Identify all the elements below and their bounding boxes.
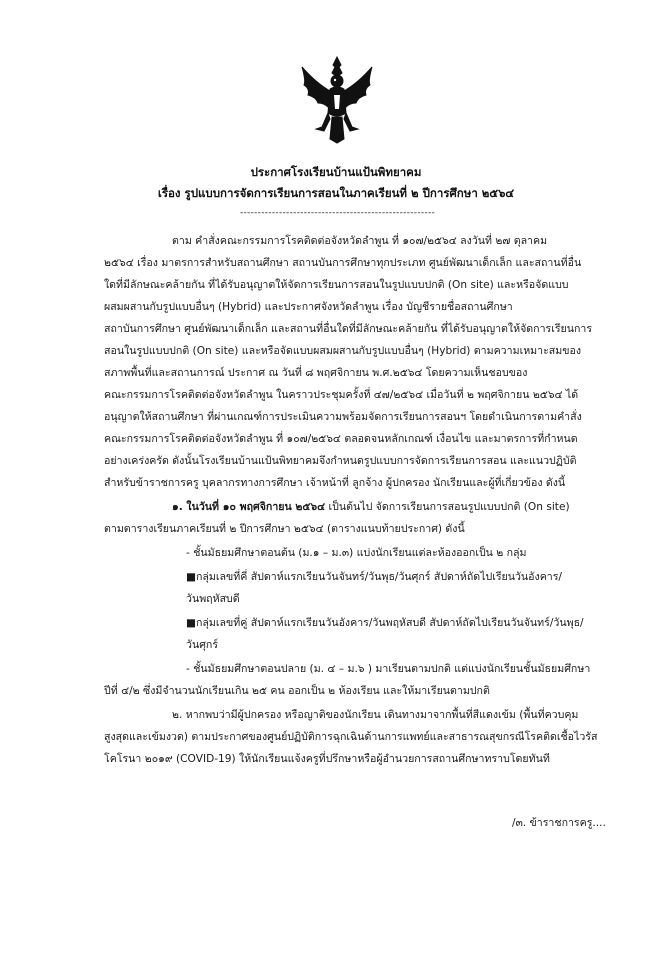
body-line: สถาบันการศึกษา ศูนย์พัฒนาเด็กเล็ก และสถานที่อื่นใดที่มีลักษณะคล้ายกัน ที่ได้รับอนุญาตให้จัดการเรียนการ	[104, 323, 593, 335]
even-group-line-2: วันศุกร์	[186, 639, 219, 651]
upper-secondary-item-2: ปีที่ ๔/๒ ซึ่งมีจำนวนนักเรียนเกิน ๒๕ คน ออกเป็น ๒ ห้องเรียน และให้มาเรียนตามปกติ	[104, 685, 490, 697]
body-line: คณะกรรมการโรคติดต่อจังหวัดลำพูน ที่ ๑๐๗/๒๕๖๔ ตลอดจนหลักเกณฑ์ เงื่อนไข และมาตรการที่กำหนด	[104, 433, 578, 445]
item-1-text: เป็นต้นไป จัดการเรียนการสอนรูปแบบปกติ (On site)	[325, 501, 570, 513]
body-line: อย่างเคร่งครัด ดังนั้นโรงเรียนบ้านแป้นพิทยาคมจึงกำหนดรูปแบบการจัดการเรียนการสอน และแนวปฏิบัติ	[104, 455, 577, 467]
item-2-line: ๒. หากพบว่ามีผู้ปกครอง หรือญาติของนักเรียน เดินทางมาจากพื้นที่สีแดงเข้ม (พื้นที่ควบคุม	[172, 709, 579, 721]
body-line: สอนในรูปแบบปกติ (On site) และหรือจัดแบบผสมผสานกับรูปแบบอื่นๆ (Hybrid) ตามความเหมาะสมของ	[104, 345, 582, 357]
item-1-date: ๑. ในวันที่ ๑๐ พฤศจิกายน ๒๕๖๔	[172, 501, 326, 513]
document-title: ประกาศโรงเรียนบ้านแป้นพิทยาคม	[250, 165, 422, 179]
continued-note: /๓. ข้าราชการครู....	[512, 817, 606, 829]
body-line: คณะกรรมการโรคติดต่อจังหวัดลำพูน ในคราวประชุมครั้งที่ ๔๗/๒๕๖๔ เมื่อวันที่ ๒ พฤศจิกายน ๒๕๖๔ ได้	[104, 389, 579, 401]
body-line: อนุญาตให้สถานศึกษา ที่ผ่านเกณฑ์การประเมินความพร้อมจัดการเรียนการสอนฯ โดยดำเนินการตามคำสั่ง	[104, 411, 582, 423]
odd-group-line-2: วันพฤหัสบดี	[186, 593, 240, 605]
odd-group-line: ■กลุ่มเลขที่คี่ สัปดาห์แรกเรียนวันจันทร์/วันพุธ/วันศุกร์ สัปดาห์ถัดไปเรียนวันอังคาร/	[186, 571, 562, 583]
document-subject: เรื่อง รูปแบบการจัดการเรียนการสอนในภาคเรียนที่ ๒ ปีการศึกษา ๒๕๖๔	[157, 186, 515, 200]
body-line: ๒๕๖๔ เรื่อง มาตรการสำหรับสถานศึกษา สถานบันการศึกษาทุกประเภท ศูนย์พัฒนาเด็กเล็ก และสถานที่อื่น	[104, 257, 582, 269]
lower-secondary-item: - ชั้นมัธยมศึกษาตอนต้น (ม.๑ – ม.๓) แบ่งนักเรียนแต่ละห้องออกเป็น ๒ กลุ่ม	[186, 547, 527, 559]
body-line: ผสมผสานกับรูปแบบอื่นๆ (Hybrid) และประกาศจังหวัดลำพูน เรื่อง บัญชีรายชื่อสถานศึกษา	[104, 301, 513, 313]
garuda-emblem-icon	[296, 55, 378, 145]
body-line: สำหรับข้าราชการครู บุคลากรทางการศึกษา เจ้าหน้าที่ ลูกจ้าง ผู้ปกครอง นักเรียนและผู้ที่เกี่ยวข้อง ดังนี้	[104, 477, 566, 489]
upper-secondary-item: - ชั้นมัธยมศึกษาตอนปลาย (ม. ๔ – ม.๖ ) มาเรียนตามปกติ แต่แบ่งนักเรียนชั้นมัธยมศึกษา	[186, 663, 591, 675]
title-divider: -------------------------------------------------------	[239, 208, 436, 218]
body-line: สภาพพื้นที่และสถานการณ์ ประกาศ ณ วันที่ ๘ พฤศจิกายน พ.ศ.๒๕๖๔ โดยความเห็นชอบของ	[104, 367, 528, 379]
item-1-line	[172, 497, 570, 517]
item-2-line-2: สูงสุดและเข้มงวด) ตามประกาศของศูนย์ปฏิบัติการฉุกเฉินด้านการแพทย์และสาธารณสุขกรณีโรคติดเชื้อไวรัส	[104, 731, 598, 743]
body-line: ใดที่มีลักษณะคล้ายกัน ที่ได้รับอนุญาตให้จัดการเรียนการสอนในรูปแบบปกติ (On site) และหรือจัดแบบ	[104, 279, 569, 291]
body-line: ตาม คำสั่งคณะกรรมการโรคติดต่อจังหวัดลำพูน ที่ ๑๐๗/๒๕๖๔ ลงวันที่ ๒๗ ตุลาคม	[172, 235, 548, 247]
even-group-line: ■กลุ่มเลขที่คู่ สัปดาห์แรกเรียนวันอังคาร/วันพฤหัสบดี สัปดาห์ถัดไปเรียนวันจันทร์/วันพุธ/	[186, 617, 584, 629]
item-2-line-3: โคโรนา ๒๐๑๙ (COVID-19) ให้นักเรียนแจ้งครูที่ปรึกษาหรือผู้อำนวยการสถานศึกษาทราบโดยทันที	[104, 753, 550, 765]
item-1-line-2: ตามตารางเรียนภาคเรียนที่ ๒ ปีการศึกษา ๒๕๖๔ (ตารางแนบท้ายประกาศ) ดังนี้	[104, 523, 465, 535]
